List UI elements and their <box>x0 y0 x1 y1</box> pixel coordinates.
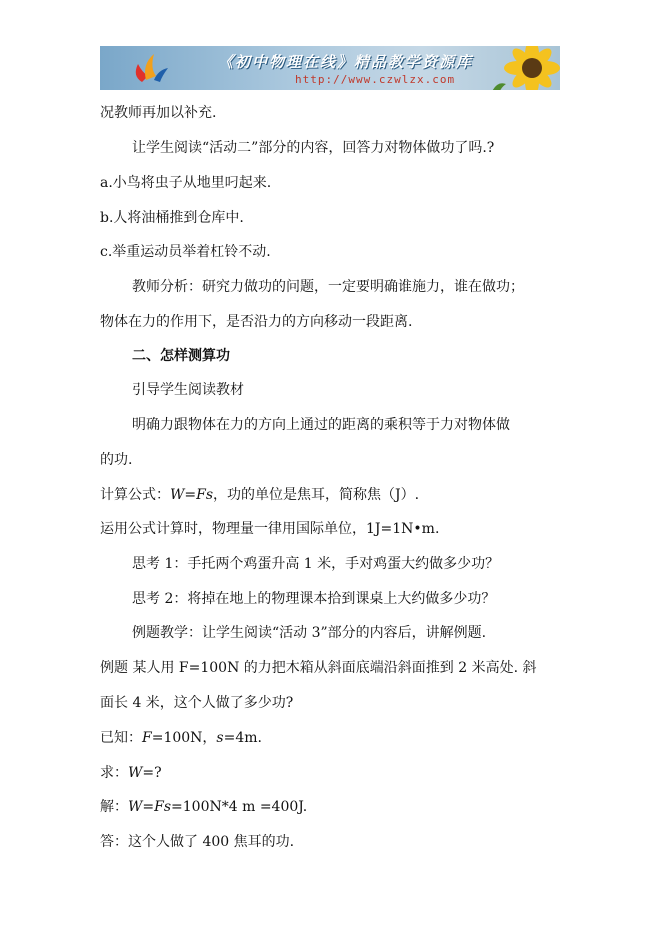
text-line: 明确力跟物体在力的方向上通过的距离的乘积等于力对物体做 <box>132 417 510 433</box>
find-question: =? <box>142 765 162 781</box>
text-line: 运用公式计算时，物理量一律用国际单位，1J=1N•m. <box>100 521 440 537</box>
sunflower-icon <box>480 46 560 90</box>
text-line: 例题 某人用 F=100N 的力把木箱从斜面底端沿斜面推到 2 米高处. 斜 <box>100 660 537 676</box>
text-line: 让学生阅读“活动二”部分的内容，回答力对物体做功了吗.? <box>132 140 495 156</box>
solution-label: 解： <box>100 799 128 815</box>
given-line <box>100 729 262 747</box>
formula-unit-text: ，功的单位是焦耳，简称焦（J）. <box>213 487 420 503</box>
text-line: 思考 1：手托两个鸡蛋升高 1 米，手对鸡蛋大约做多少功？ <box>132 556 500 572</box>
text-line: 面长 4 米，这个人做了多少功? <box>100 695 294 711</box>
find-line <box>100 764 162 782</box>
text-line: 的功. <box>100 452 133 468</box>
find-label: 求： <box>100 765 128 781</box>
given-distance: =4m. <box>223 730 262 746</box>
var-w: W <box>128 765 143 781</box>
text-line: c.举重运动员举着杠铃不动. <box>100 244 271 260</box>
banner-title: 《初中物理在线》精品教学资源库 <box>218 53 474 71</box>
text-line: 教师分析：研究力做功的问题，一定要明确谁施力，谁在做功； <box>132 279 524 295</box>
given-force: =100N， <box>151 730 217 746</box>
banner-url[interactable]: http://www.czwlzx.com <box>295 73 456 86</box>
text-line: 例题教学：让学生阅读“活动 3”部分的内容后，讲解例题. <box>132 625 487 641</box>
logo-icon <box>128 50 172 86</box>
text-line: 物体在力的作用下，是否沿力的方向移动一段距离. <box>100 314 413 330</box>
solution-line <box>100 798 307 816</box>
answer-line: 答：这个人做了 400 焦耳的功. <box>100 834 295 850</box>
solution-formula: W=Fs <box>128 799 172 815</box>
formula-label: 计算公式： <box>100 487 170 503</box>
text-line: b.人将油桶推到仓库中. <box>100 210 244 226</box>
solution-value: =100N*4 m =400J. <box>171 799 308 815</box>
text-line: 况教师再加以补充. <box>100 105 217 121</box>
header-banner <box>100 46 560 90</box>
section-heading: 二、怎样测算功 <box>132 348 230 364</box>
text-line: 思考 2：将掉在地上的物理课本拾到课桌上大约做多少功？ <box>132 591 496 607</box>
var-f: F <box>142 730 152 746</box>
text-line: a.小鸟将虫子从地里叼起来. <box>100 175 272 191</box>
given-label: 已知： <box>100 730 142 746</box>
text-line: 引导学生阅读教材 <box>132 382 244 398</box>
formula-line <box>100 486 419 504</box>
var-s: s <box>216 730 224 746</box>
formula-expression: W=Fs <box>170 487 214 503</box>
